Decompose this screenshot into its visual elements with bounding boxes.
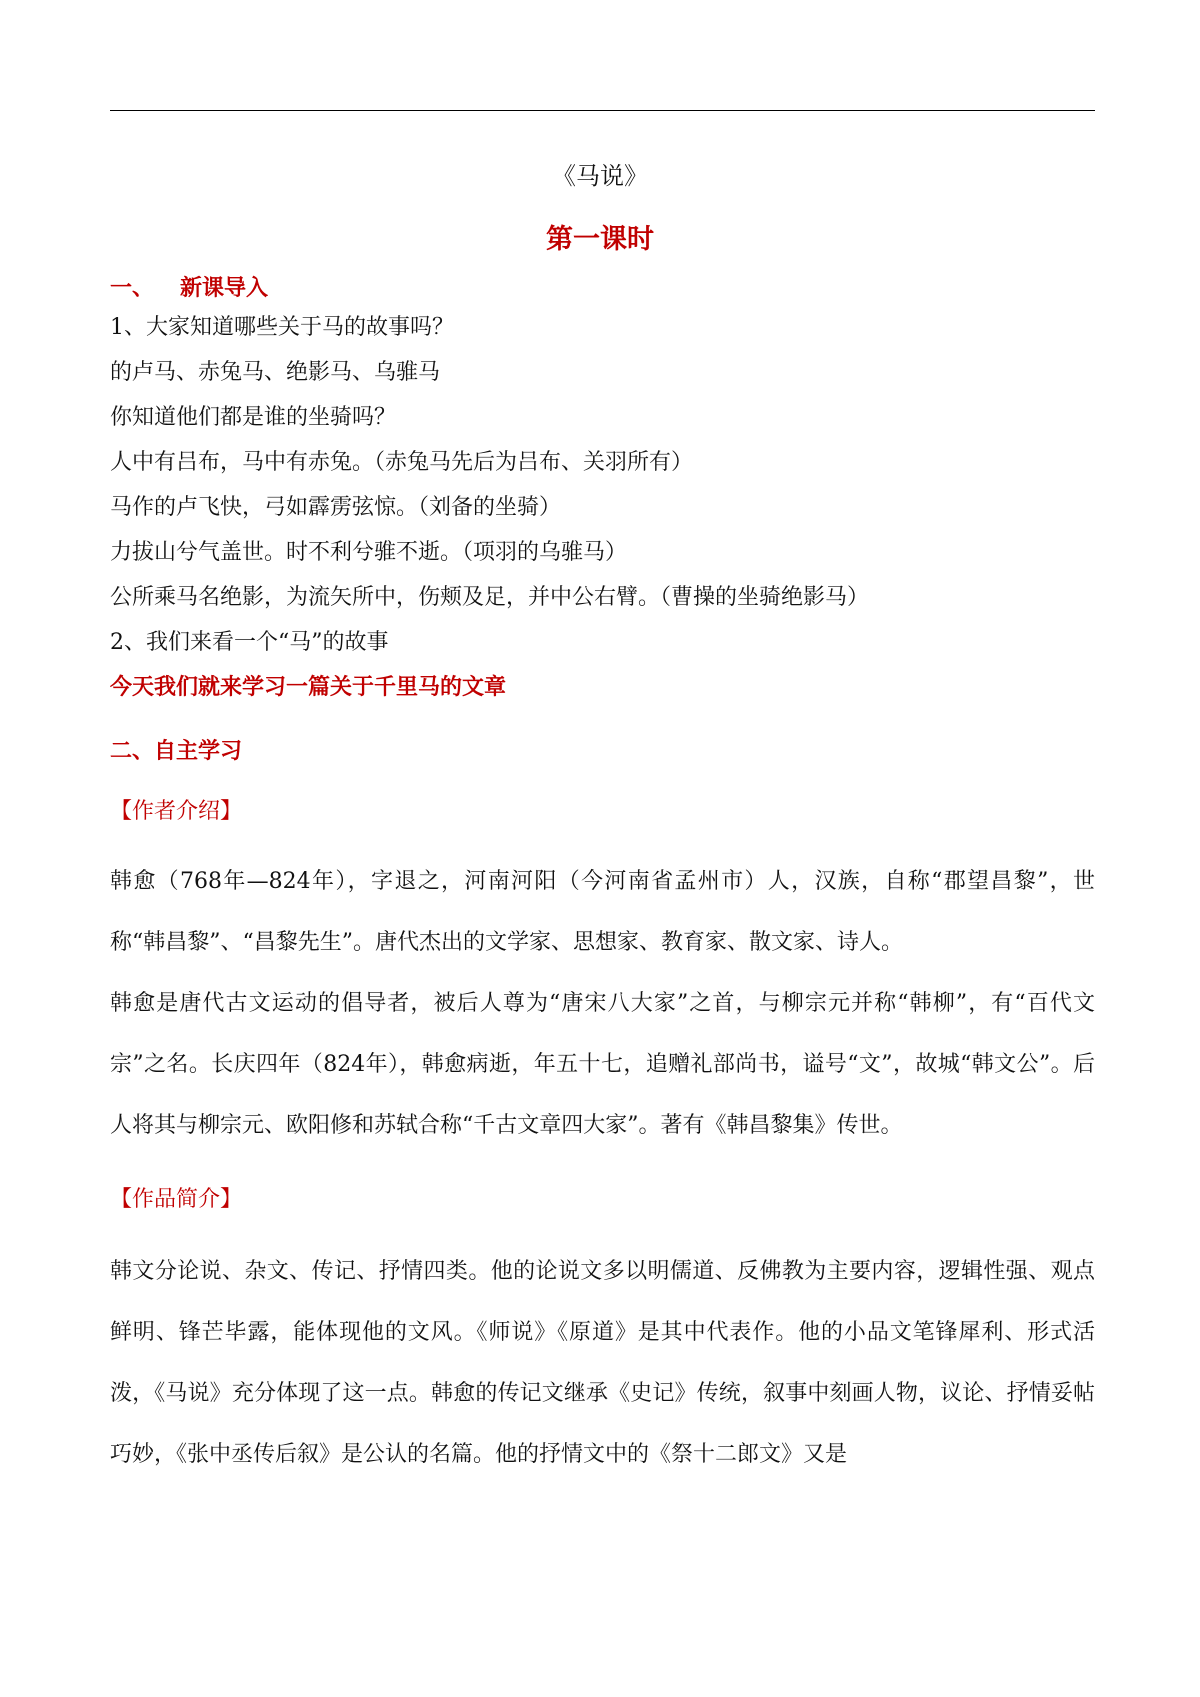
intro-highlight: 今天我们就来学习一篇关于千里马的文章 (110, 674, 507, 700)
lesson-subtitle: 第一课时 (546, 224, 654, 255)
author-paragraph-1: 韩愈（768年—824年），字退之，河南河阳（今河南省孟州市）人，汉族，自称“郡望昌黎”，世称“韩昌黎”、“昌黎先生”。唐代杰出的文学家、思想家、教育家、散文家、诗人。 (110, 869, 1095, 955)
works-intro-label: 【作品简介】 (110, 1187, 243, 1212)
intro-line: 2、我们来看一个“马”的故事 (110, 630, 389, 655)
intro-line: 1、大家知道哪些关于马的故事吗？ (110, 315, 454, 340)
section-heading-intro (110, 271, 1095, 305)
intro-line: 马作的卢飞快，弓如霹雳弦惊。（刘备的坐骑） (110, 495, 562, 520)
author-intro-label: 【作者介绍】 (110, 799, 243, 824)
author-paragraph-2: 韩愈是唐代古文运动的倡导者，被后人尊为“唐宋八大家”之首，与柳宗元并称“韩柳”，有“百代文宗”之名。长庆四年（824年），韩愈病逝，年五十七，追赠礼部尚书，谥号“文”，故城“韩文公”。后人将其与柳宗元、欧阳修和苏轼合称“千古文章四大家”。著有《韩昌黎集》传世。 (110, 991, 1095, 1138)
works-paragraph: 韩文分论说、杂文、传记、抒情四类。他的论说文多以明儒道、反佛教为主要内容，逻辑性强、观点鲜明、锋芒毕露，能体现他的文风。《师说》《原道》是其中代表作。他的小品文笔锋犀利、形式活泼，《马说》充分体现了这一点。韩愈的传记文继承《史记》传统，叙事中刻画人物，议论、抒情妥帖巧妙，《张中丞传后叙》是公认的名篇。他的抒情文中的《祭十二郎文》又是 (110, 1259, 1095, 1467)
section-number: 一、 (110, 275, 155, 301)
document-body (110, 271, 1095, 1485)
intro-line: 公所乘马名绝影，为流矢所中，伤颊及足，并中公右臂。（曹操的坐骑绝影马） (110, 585, 870, 610)
intro-line: 人中有吕布，马中有赤兔。（赤兔马先后为吕布、关羽所有） (110, 450, 694, 475)
intro-line: 的卢马、赤兔马、绝影马、乌骓马 (110, 360, 441, 385)
header-rule (110, 110, 1095, 111)
section-heading-self-study: 二、自主学习 (110, 738, 243, 764)
intro-line: 力拔山兮气盖世。时不利兮骓不逝。（项羽的乌骓马） (110, 540, 628, 565)
intro-line: 你知道他们都是谁的坐骑吗？ (110, 405, 397, 430)
document-title: 《马说》 (552, 162, 648, 190)
section-title: 新课导入 (180, 275, 269, 301)
